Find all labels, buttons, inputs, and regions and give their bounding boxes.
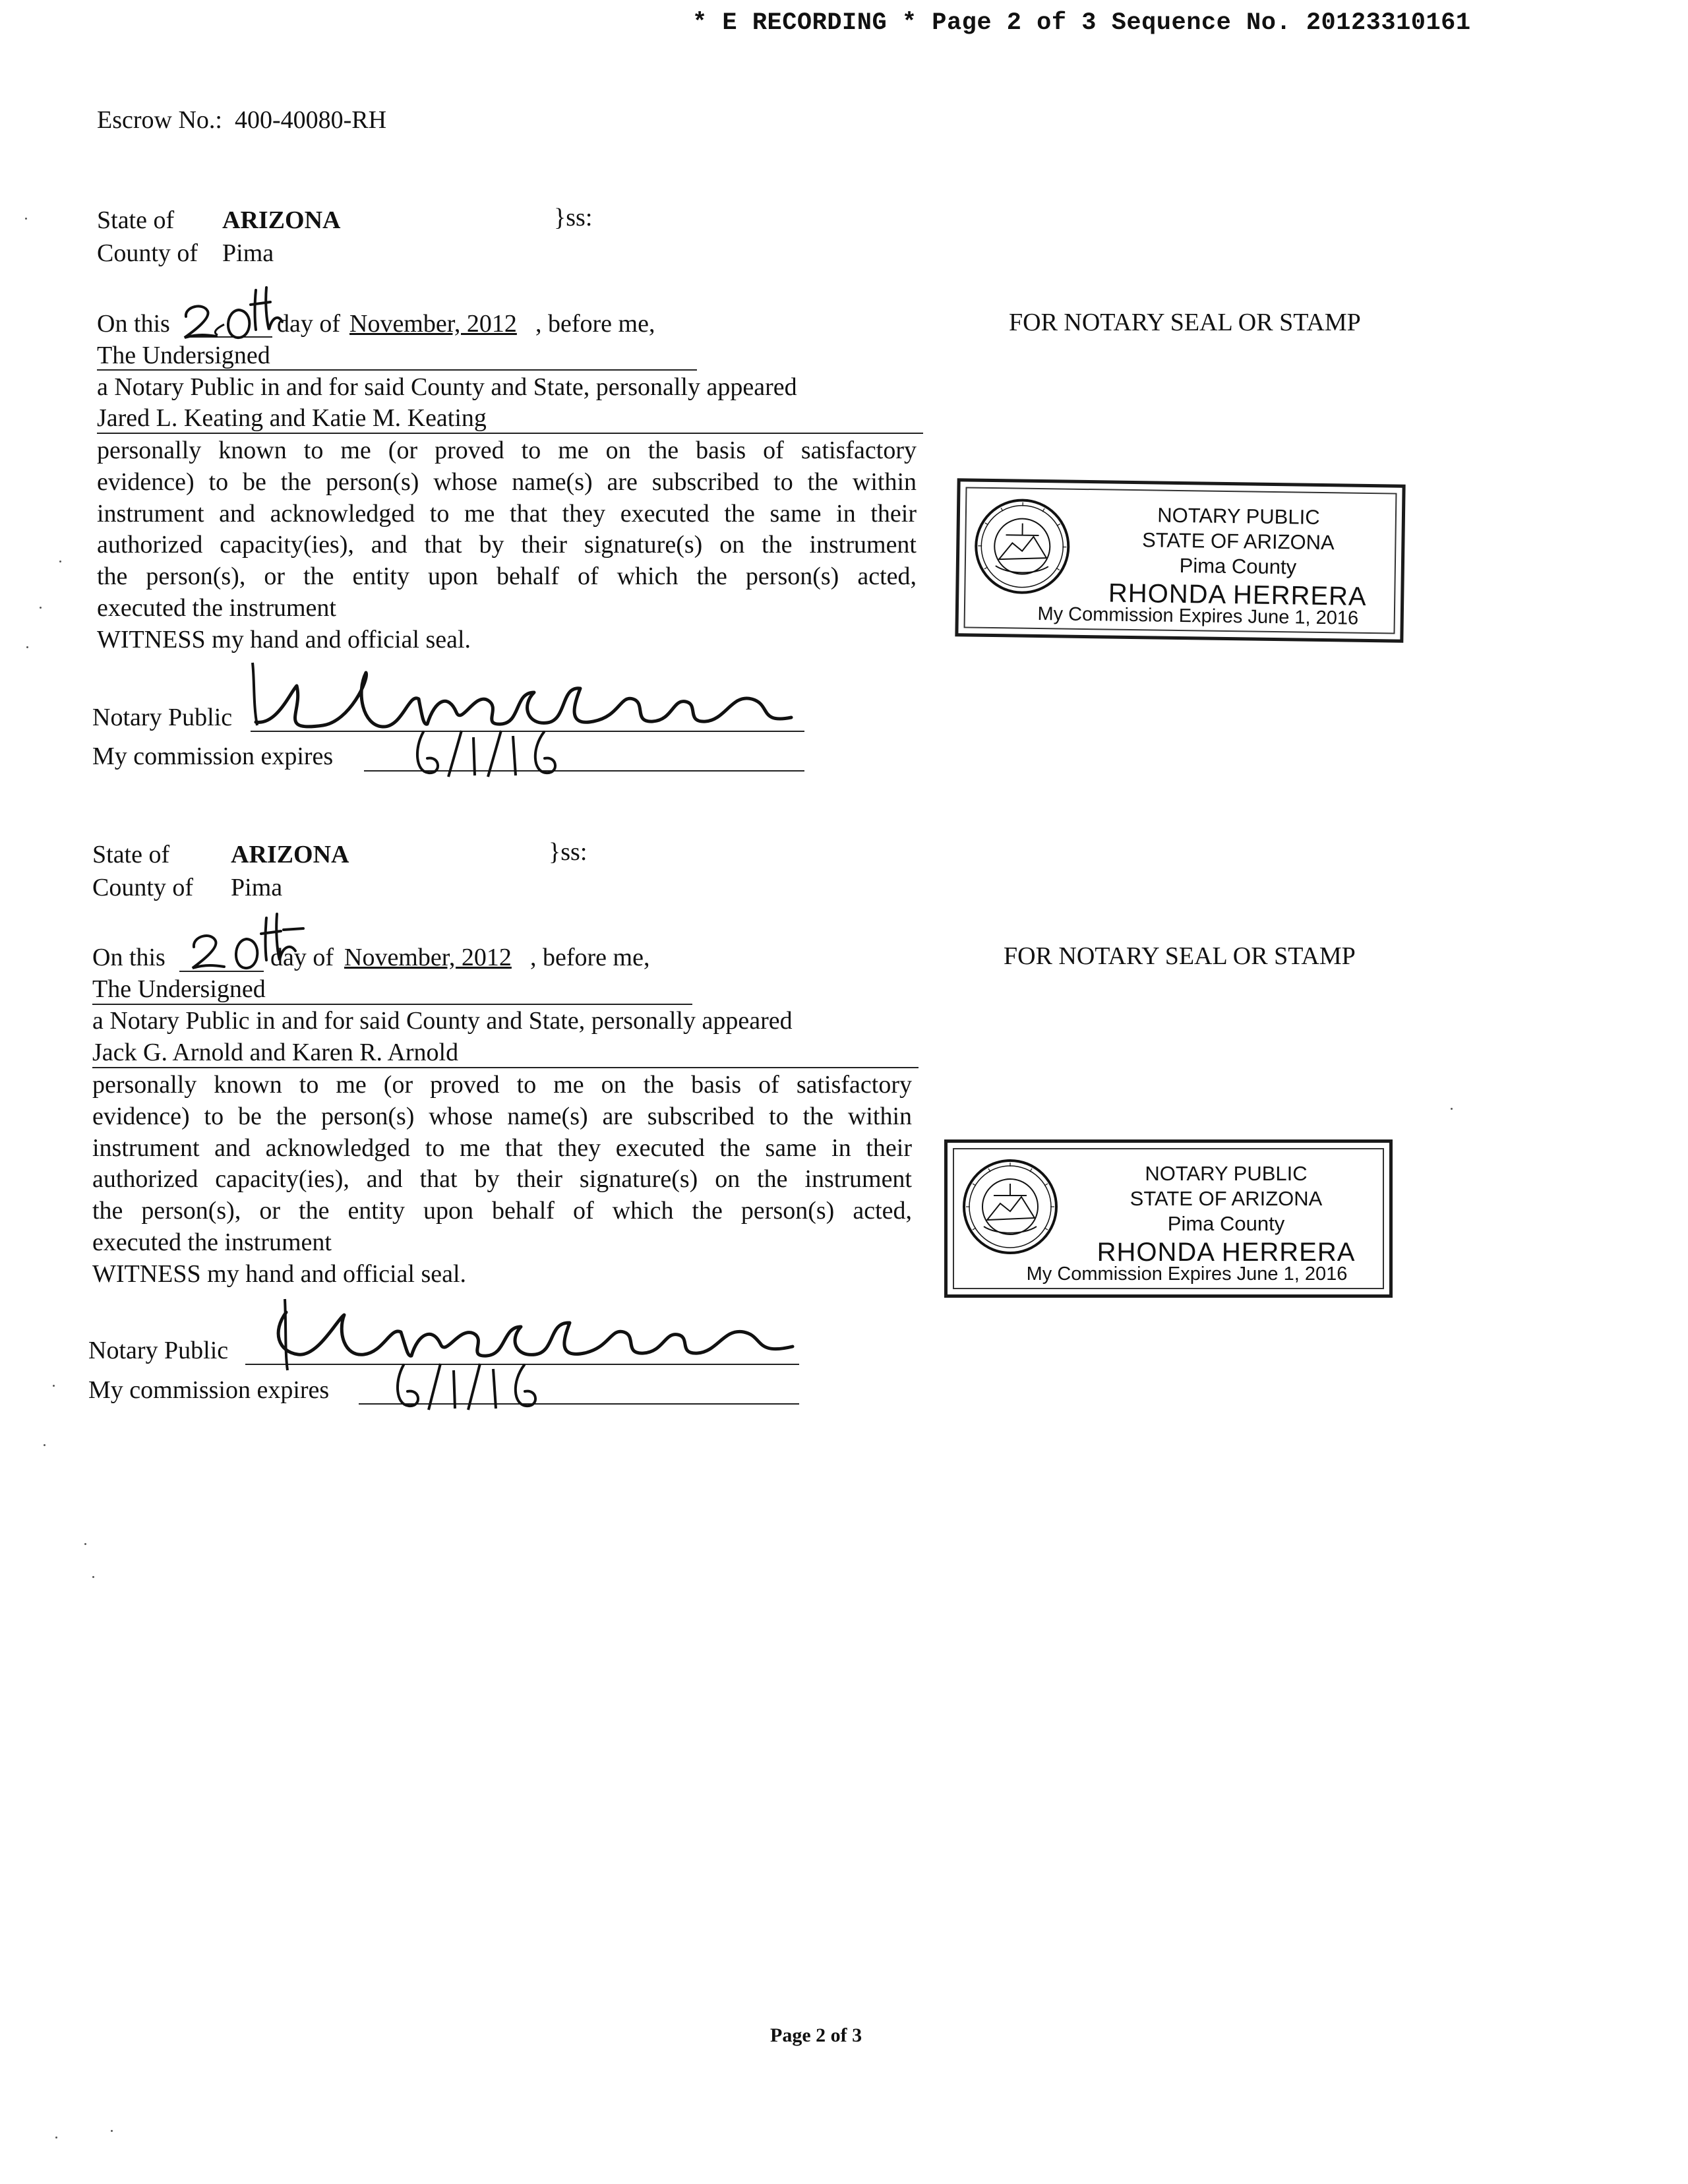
stamp-state: STATE OF ARIZONA xyxy=(1141,528,1335,555)
before-me-label: , before me, xyxy=(530,944,650,971)
escrow-label: Escrow No.: xyxy=(97,106,222,134)
state-label: State of xyxy=(97,206,175,234)
recording-header: * E RECORDING * Page 2 of 3 Sequence No. 20123310161 xyxy=(692,9,1471,37)
handwritten-commission-date xyxy=(389,1358,547,1414)
seal-placeholder-label: FOR NOTARY SEAL OR STAMP xyxy=(1004,942,1356,970)
county-label: County of xyxy=(92,874,194,901)
body-line: evidence) to be the person(s) whose name(s) are subscribed to the within xyxy=(92,1102,912,1130)
notary-date: November, 2012 xyxy=(344,944,512,971)
notary-date: November, 2012 xyxy=(349,310,517,338)
on-this-label: On this xyxy=(92,944,166,971)
acknowledgment-body xyxy=(97,435,917,656)
stamp-county: Pima County xyxy=(1167,1212,1285,1235)
body-line: authorized capacity(ies), and that by their signature(s) on the instrument xyxy=(97,531,917,559)
stamp-notary-name: RHONDA HERRERA xyxy=(1108,578,1367,611)
ss-mark: }ss: xyxy=(554,204,593,231)
officer-name: The Undersigned xyxy=(97,342,270,369)
persons-line xyxy=(92,1067,919,1068)
page-total: 3 xyxy=(852,2024,862,2046)
persons-appeared: Jared L. Keating and Katie M. Keating xyxy=(97,404,487,432)
notary-stamp xyxy=(955,478,1405,642)
body-line: instrument and acknowledged to me that they executed the same in their xyxy=(92,1134,912,1162)
before-me-label: , before me, xyxy=(535,310,655,338)
arizona-state-seal-icon xyxy=(961,1157,1060,1256)
notary-stamp xyxy=(944,1139,1393,1298)
state-label: State of xyxy=(92,841,170,868)
page-prefix: Page xyxy=(770,2024,811,2046)
witness-line: WITNESS my hand and official seal. xyxy=(97,625,471,653)
county-name: Pima xyxy=(222,239,274,267)
day-of-label: day of xyxy=(277,310,341,338)
county-label: County of xyxy=(97,239,198,267)
commission-expires-label: My commission expires xyxy=(88,1376,330,1404)
body-line: the person(s), or the entity upon behalf of which the person(s) acted, xyxy=(97,562,917,591)
stamp-text xyxy=(1081,502,1395,613)
page-number: 2 xyxy=(816,2024,826,2046)
body-line: the person(s), or the entity upon behalf of which the person(s) acted, xyxy=(92,1197,912,1225)
appeared-text: a Notary Public in and for said County and State, personally appeared xyxy=(97,373,797,401)
witness-line: WITNESS my hand and official seal. xyxy=(92,1259,467,1288)
body-line: authorized capacity(ies), and that by their signature(s) on the instrument xyxy=(92,1165,912,1194)
officer-name: The Undersigned xyxy=(92,975,266,1003)
stamp-state: STATE OF ARIZONA xyxy=(1130,1187,1323,1210)
county-name: Pima xyxy=(231,874,283,901)
stamp-expiration: My Commission Expires June 1, 2016 xyxy=(1026,1263,1348,1285)
body-line: executed the instrument xyxy=(97,593,336,622)
handwritten-day xyxy=(178,284,290,346)
appeared-text: a Notary Public in and for said County and State, personally appeared xyxy=(92,1007,793,1035)
ss-mark: }ss: xyxy=(549,838,588,866)
body-line: executed the instrument xyxy=(92,1228,332,1256)
state-name: ARIZONA xyxy=(231,841,349,868)
body-line: evidence) to be the person(s) whose name(s) are subscribed to the within xyxy=(97,468,917,496)
notary-public-label: Notary Public xyxy=(88,1337,229,1364)
acknowledgment-body xyxy=(92,1070,912,1290)
persons-line xyxy=(97,433,923,434)
stamp-notary-name: RHONDA HERRERA xyxy=(1097,1238,1356,1267)
officer-line xyxy=(97,369,697,371)
body-line: personally known to me (or proved to me on the basis of satisfactory xyxy=(92,1071,912,1099)
persons-appeared: Jack G. Arnold and Karen R. Arnold xyxy=(92,1039,459,1066)
seal-placeholder-label: FOR NOTARY SEAL OR STAMP xyxy=(1009,309,1361,336)
stamp-county: Pima County xyxy=(1179,553,1297,579)
notary-public-label: Notary Public xyxy=(92,704,233,731)
day-of-label: day of xyxy=(270,944,334,971)
on-this-label: On this xyxy=(97,310,170,338)
stamp-title: NOTARY PUBLIC xyxy=(1145,1162,1308,1185)
page-footer xyxy=(770,2024,862,2047)
stamp-title: NOTARY PUBLIC xyxy=(1157,503,1320,529)
escrow-value: 400-40080-RH xyxy=(234,106,387,134)
stamp-text xyxy=(1070,1161,1383,1268)
state-name: ARIZONA xyxy=(222,206,341,234)
body-line: personally known to me (or proved to me on the basis of satisfactory xyxy=(97,437,917,464)
stamp-expiration: My Commission Expires June 1, 2016 xyxy=(1037,603,1359,629)
body-line: instrument and acknowledged to me that they executed the same in their xyxy=(97,499,917,528)
page-of: of xyxy=(830,2024,847,2046)
commission-expires-label: My commission expires xyxy=(92,743,334,770)
handwritten-commission-date xyxy=(409,725,567,781)
escrow-number xyxy=(97,106,386,135)
arizona-state-seal-icon xyxy=(972,497,1072,597)
